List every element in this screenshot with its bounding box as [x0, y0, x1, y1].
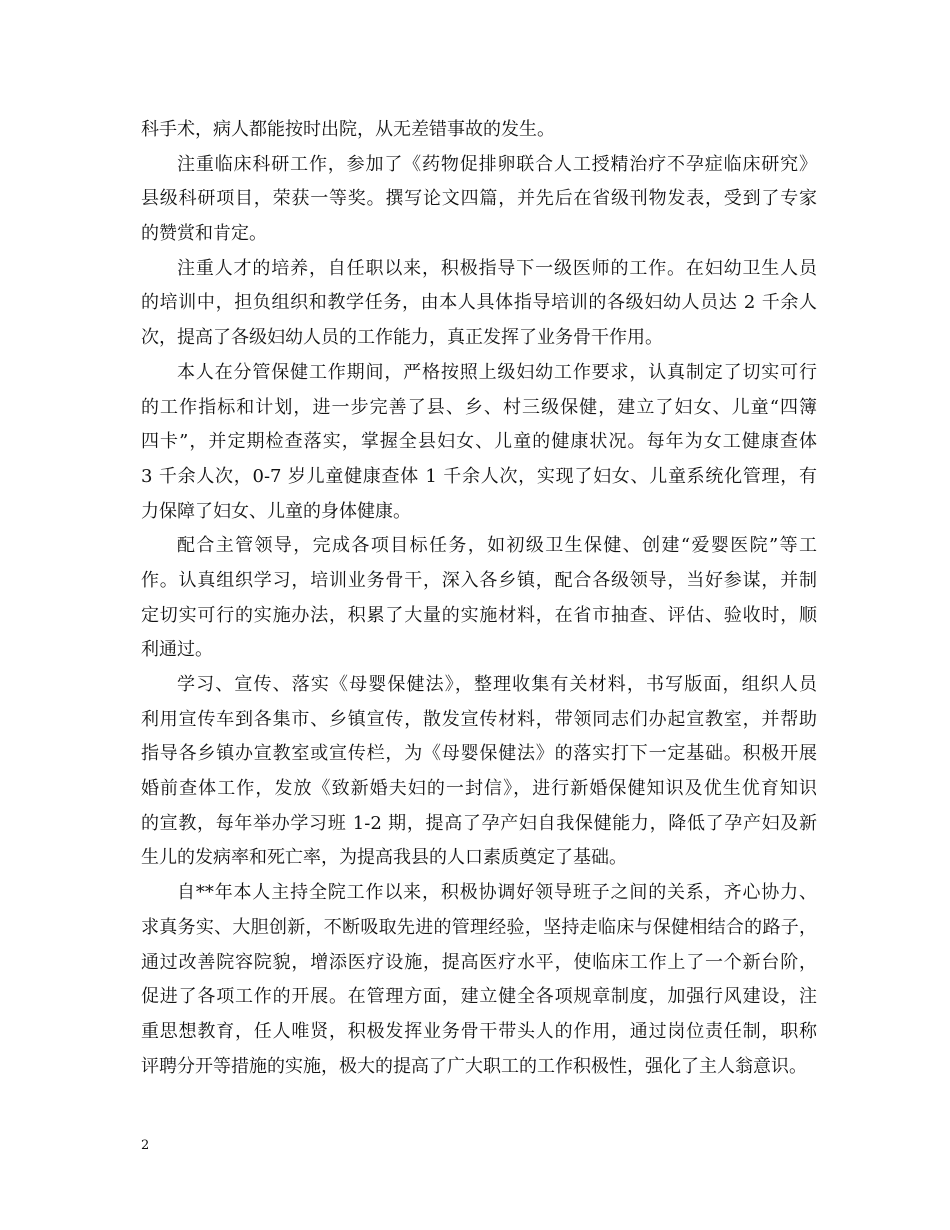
text-line: 四卡”，并定期检查落实，掌握全县妇女、儿童的健康状况。每年为女工健康查体 [141, 431, 817, 453]
page-number: 2 [141, 1138, 150, 1153]
text-line: 本人在分管保健工作期间，严格按照上级妇幼工作要求，认真制定了切实可行 [177, 361, 817, 383]
text-line: 的宣教，每年举办学习班 1-2 期，提高了孕产妇自我保健能力，降低了孕产妇及新 [141, 812, 817, 834]
text-line: 县级科研项目，荣获一等奖。撰写论文四篇，并先后在省级刊物发表，受到了专家 [141, 188, 817, 210]
text-line: 促进了各项工作的开展。在管理方面，建立健全各项规章制度，加强行风建设，注 [141, 986, 817, 1008]
text-line: 注重人才的培养，自任职以来，积极指导下一级医师的工作。在妇幼卫生人员 [177, 257, 817, 279]
text-line: 定切实可行的实施办法，积累了大量的实施材料，在省市抽查、评估、验收时，顺 [141, 604, 817, 626]
text-line: 通过改善院容院貌，增添医疗设施，提高医疗水平，使临床工作上了一个新台阶， [141, 951, 817, 973]
text-line: 重思想教育，任人唯贤，积极发挥业务骨干带头人的作用，通过岗位责任制，职称 [141, 1020, 817, 1042]
text-line: 力保障了妇女、儿童的身体健康。 [141, 500, 411, 522]
text-line: 的工作指标和计划，进一步完善了县、乡、村三级保健，建立了妇女、儿童“四簿 [141, 396, 817, 418]
text-line: 生儿的发病率和死亡率，为提高我县的人口素质奠定了基础。 [141, 847, 627, 869]
text-line: 学习、宣传、落实《母婴保健法》，整理收集有关材料，书写版面，组织人员 [177, 674, 817, 695]
text-line: 科手术，病人都能按时出院，从无差错事故的发生。 [141, 119, 555, 140]
text-line: 利用宣传车到各集市、乡镇宣传，散发宣传材料，带领同志们办起宣教室，并帮助 [141, 708, 817, 730]
text-line: 婚前查体工作，发放《致新婚夫妇的一封信》，进行新婚保健知识及优生优育知识 [141, 778, 817, 800]
body-text [141, 113, 817, 1084]
text-line: 指导各乡镇办宣教室或宣传栏，为《母婴保健法》的落实打下一定基础。积极开展 [141, 743, 817, 765]
text-line: 的赞赏和肯定。 [141, 223, 267, 245]
text-line: 自**年本人主持全院工作以来，积极协调好领导班子之间的关系，齐心协力、 [177, 882, 817, 904]
text-line: 次，提高了各级妇幼人员的工作能力，真正发挥了业务骨干作用。 [141, 327, 663, 349]
text-line: 利通过。 [141, 639, 213, 661]
text-line: 注重临床科研工作，参加了《药物促排卵联合人工授精治疗不孕症临床研究》 [177, 153, 817, 175]
text-line: 3 千余人次，0-7 岁儿童健康查体 1 千余人次，实现了妇女、儿童系统化管理，有 [141, 465, 817, 487]
text-line: 评聘分开等措施的实施，极大的提高了广大职工的工作积极性，强化了主人翁意识。 [141, 1055, 807, 1077]
text-line: 的培训中，担负组织和教学任务，由本人具体指导培训的各级妇幼人员达 2 千余人 [141, 292, 817, 314]
text-line: 求真务实、大胆创新，不断吸取先进的管理经验，坚持走临床与保健相结合的路子， [141, 916, 817, 938]
text-line: 作。认真组织学习，培训业务骨干，深入各乡镇，配合各级领导，当好参谋，并制 [141, 569, 817, 591]
text-line: 配合主管领导，完成各项目标任务，如初级卫生保健、创建“爱婴医院”等工 [177, 535, 817, 557]
